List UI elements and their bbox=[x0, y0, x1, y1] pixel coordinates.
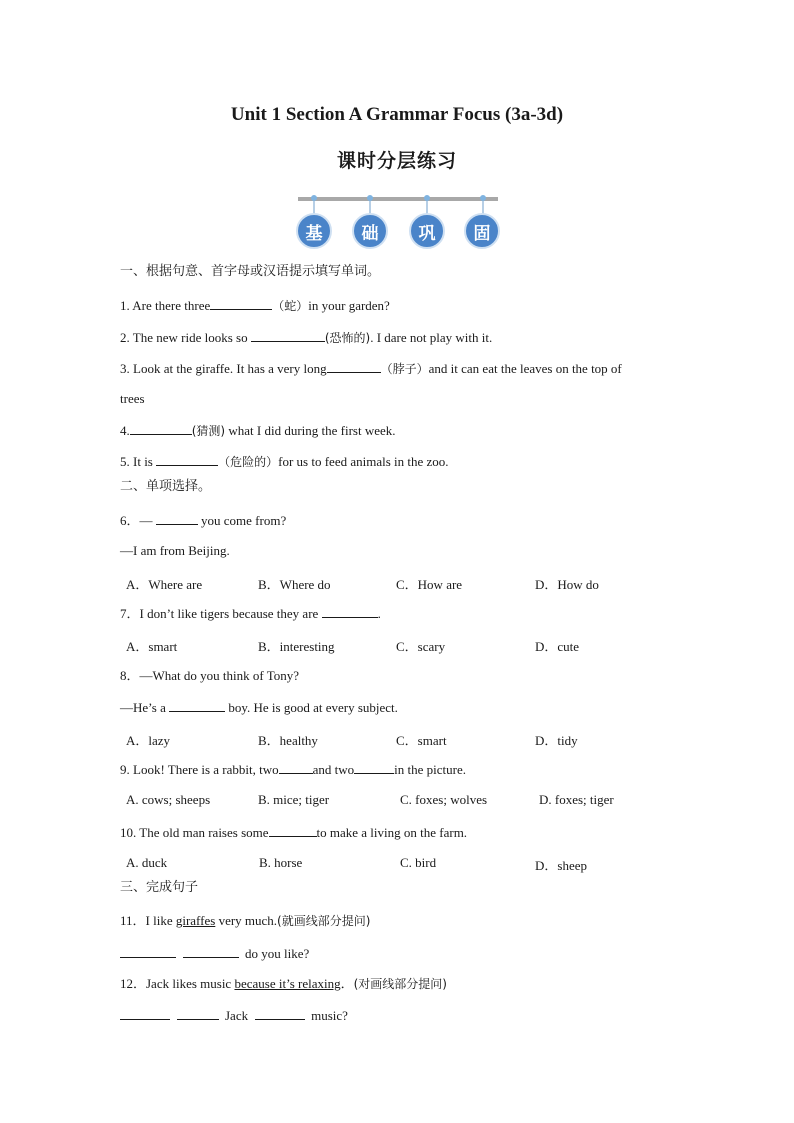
option-b[interactable]: B. mice; tiger bbox=[258, 792, 330, 807]
option-d[interactable]: D．How do bbox=[535, 577, 599, 592]
question-1: 1. Are there three （蛇）in your garden? bbox=[120, 298, 390, 313]
option-a[interactable]: A. duck bbox=[126, 855, 168, 870]
answer-blank[interactable] bbox=[251, 329, 325, 342]
option-a[interactable]: A．lazy bbox=[126, 733, 171, 748]
option-d[interactable]: D．tidy bbox=[535, 733, 578, 748]
answer-blank[interactable] bbox=[120, 1007, 170, 1020]
answer-blank[interactable] bbox=[169, 699, 225, 712]
option-b[interactable]: B．Where do bbox=[258, 577, 331, 592]
banner-badge: 巩 bbox=[409, 213, 445, 249]
answer-blank[interactable] bbox=[354, 761, 394, 774]
question-6-reply: —I am from Beijing. bbox=[120, 543, 230, 558]
question-11: 11．I like giraffes very much.(就画线部分提问) bbox=[120, 913, 371, 928]
option-a[interactable]: A．Where are bbox=[126, 577, 203, 592]
banner-badge: 基 bbox=[296, 213, 332, 249]
option-c[interactable]: C．scary bbox=[396, 639, 446, 654]
answer-blank[interactable] bbox=[327, 360, 381, 373]
answer-blank[interactable] bbox=[156, 453, 218, 466]
option-a[interactable]: A．smart bbox=[126, 639, 178, 654]
answer-blank[interactable] bbox=[269, 824, 317, 837]
question-4: 4. (猜测) what I did during the first week. bbox=[120, 423, 396, 438]
answer-blank[interactable] bbox=[183, 945, 239, 958]
question-8: 8．—What do you think of Tony? bbox=[120, 668, 300, 683]
section-banner bbox=[296, 193, 500, 253]
section-heading: 三、完成句子 bbox=[120, 880, 199, 895]
option-a[interactable]: A. cows; sheeps bbox=[126, 792, 211, 807]
banner-bar bbox=[298, 197, 498, 201]
question-12: 12．Jack likes music because it’s relaxing．(对画线部分提问) bbox=[120, 976, 447, 991]
section-heading: 一、根据句意、首字母或汉语提示填写单词。 bbox=[120, 264, 381, 279]
option-d[interactable]: D. foxes; tiger bbox=[539, 792, 614, 807]
page-title: Unit 1 Section A Grammar Focus (3a-3d) bbox=[230, 104, 564, 125]
question-11-answer: do you like? bbox=[120, 945, 309, 962]
question-12-answer: Jack music? bbox=[120, 1007, 348, 1024]
options-6 bbox=[0, 574, 794, 592]
question-2: 2. The new ride looks so (恐怖的). I dare not play with it. bbox=[120, 330, 493, 345]
answer-blank[interactable] bbox=[210, 297, 272, 310]
option-c[interactable]: C. bird bbox=[400, 855, 437, 870]
answer-blank[interactable] bbox=[177, 1007, 219, 1020]
question-8-reply: —He’s a boy. He is good at every subject. bbox=[120, 700, 398, 715]
options-7 bbox=[0, 636, 794, 654]
banner-badge: 固 bbox=[464, 213, 500, 249]
options-9 bbox=[0, 792, 794, 810]
answer-blank[interactable] bbox=[120, 945, 176, 958]
answer-blank[interactable] bbox=[156, 512, 198, 525]
option-b[interactable]: B. horse bbox=[259, 855, 303, 870]
question-3-continued: trees bbox=[120, 391, 145, 406]
question-10: 10. The old man raises some to make a living on the farm. bbox=[120, 825, 468, 840]
options-10 bbox=[0, 855, 794, 873]
answer-blank[interactable] bbox=[279, 761, 313, 774]
question-3: 3. Look at the giraffe. It has a very long （脖子）and it can eat the leaves on the top of bbox=[120, 361, 622, 376]
option-c[interactable]: C．How are bbox=[396, 577, 463, 592]
answer-blank[interactable] bbox=[255, 1007, 305, 1020]
answer-blank[interactable] bbox=[130, 422, 192, 435]
page-subtitle: 课时分层练习 bbox=[336, 150, 457, 172]
question-6: 6．— you come from? bbox=[120, 513, 287, 528]
option-b[interactable]: B．healthy bbox=[258, 733, 318, 748]
option-d[interactable]: D．sheep bbox=[535, 858, 587, 873]
question-5: 5. It is （危险的）for us to feed animals in the zoo. bbox=[120, 454, 449, 469]
answer-blank[interactable] bbox=[322, 605, 378, 618]
option-d[interactable]: D．cute bbox=[535, 639, 580, 654]
question-9: 9. Look! There is a rabbit, two and two in the picture. bbox=[120, 762, 466, 777]
question-7: 7．I don’t like tigers because they are . bbox=[120, 606, 381, 621]
banner-badge: 础 bbox=[352, 213, 388, 249]
section-heading: 二、单项选择。 bbox=[120, 479, 212, 494]
option-c[interactable]: C．smart bbox=[396, 733, 447, 748]
option-b[interactable]: B．interesting bbox=[258, 639, 335, 654]
option-c[interactable]: C. foxes; wolves bbox=[400, 792, 488, 807]
options-8 bbox=[0, 730, 794, 748]
